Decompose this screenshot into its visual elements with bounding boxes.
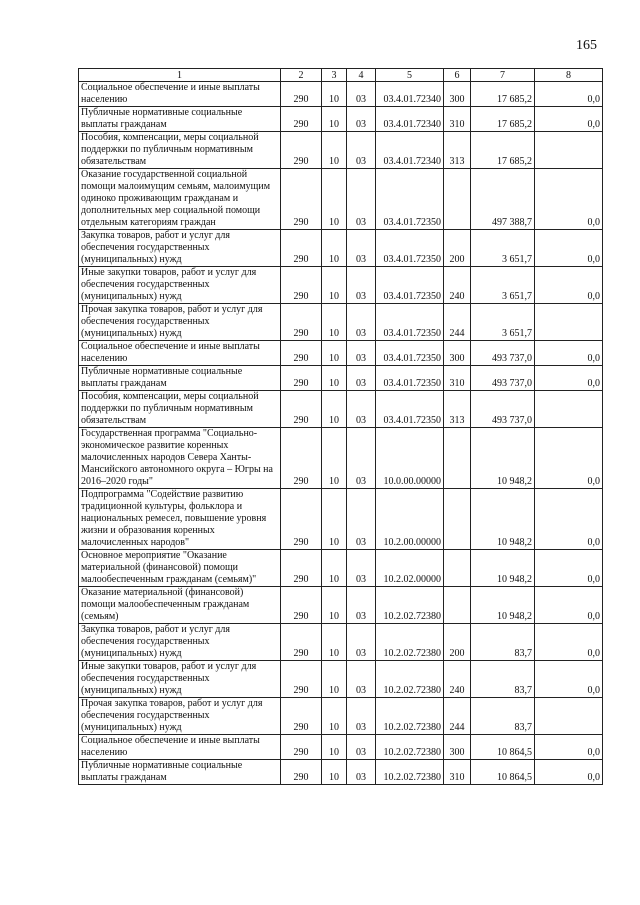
ministry-code: 290 [281, 341, 322, 366]
table-row [79, 587, 603, 624]
target-article-code: 10.2.02.00000 [376, 550, 444, 587]
table-row [79, 489, 603, 550]
target-article-code: 10.0.00.00000 [376, 428, 444, 489]
row-name: Публичные нормативные социальные выплаты гражданам [79, 107, 281, 132]
expense-type-code [444, 489, 471, 550]
section-code: 10 [322, 169, 347, 230]
section-code: 10 [322, 304, 347, 341]
expense-type-code: 313 [444, 391, 471, 428]
executed-value: 0,0 [535, 587, 603, 624]
subsection-code: 03 [347, 661, 376, 698]
row-name: Пособия, компенсации, меры социальной поддержки по публичным нормативным обязательствам [79, 132, 281, 169]
ministry-code: 290 [281, 267, 322, 304]
table-row [79, 341, 603, 366]
amount-value: 17 685,2 [471, 107, 535, 132]
ministry-code: 290 [281, 661, 322, 698]
expense-type-code: 310 [444, 107, 471, 132]
ministry-code: 290 [281, 489, 322, 550]
executed-value: 0,0 [535, 82, 603, 107]
ministry-code: 290 [281, 132, 322, 169]
expense-type-code: 240 [444, 661, 471, 698]
row-name: Закупка товаров, работ и услуг для обеспечения государственных (муниципальных) нужд [79, 230, 281, 267]
subsection-code: 03 [347, 169, 376, 230]
expense-type-code [444, 587, 471, 624]
table-row [79, 760, 603, 785]
amount-value: 83,7 [471, 624, 535, 661]
row-name: Закупка товаров, работ и услуг для обеспечения государственных (муниципальных) нужд [79, 624, 281, 661]
table-row [79, 550, 603, 587]
subsection-code: 03 [347, 550, 376, 587]
expense-type-code [444, 428, 471, 489]
ministry-code: 290 [281, 550, 322, 587]
executed-value: 0,0 [535, 230, 603, 267]
column-header: 3 [322, 69, 347, 82]
row-name: Социальное обеспечение и иные выплаты населению [79, 82, 281, 107]
expense-type-code [444, 169, 471, 230]
target-article-code: 10.2.02.72380 [376, 698, 444, 735]
executed-value: 0,0 [535, 107, 603, 132]
section-code: 10 [322, 624, 347, 661]
table-row [79, 107, 603, 132]
amount-value: 83,7 [471, 661, 535, 698]
section-code: 10 [322, 132, 347, 169]
column-header: 7 [471, 69, 535, 82]
table-row [79, 366, 603, 391]
section-code: 10 [322, 698, 347, 735]
target-article-code: 03.4.01.72350 [376, 169, 444, 230]
amount-value: 497 388,7 [471, 169, 535, 230]
target-article-code: 03.4.01.72350 [376, 391, 444, 428]
executed-value: 0,0 [535, 366, 603, 391]
target-article-code: 10.2.02.72380 [376, 760, 444, 785]
section-code: 10 [322, 366, 347, 391]
executed-value [535, 391, 603, 428]
expense-type-code [444, 550, 471, 587]
expense-type-code: 300 [444, 341, 471, 366]
section-code: 10 [322, 550, 347, 587]
amount-value: 17 685,2 [471, 82, 535, 107]
amount-value: 3 651,7 [471, 230, 535, 267]
expense-type-code: 200 [444, 624, 471, 661]
subsection-code: 03 [347, 341, 376, 366]
table-row [79, 230, 603, 267]
subsection-code: 03 [347, 735, 376, 760]
executed-value: 0,0 [535, 661, 603, 698]
subsection-code: 03 [347, 391, 376, 428]
subsection-code: 03 [347, 267, 376, 304]
executed-value: 0,0 [535, 428, 603, 489]
executed-value [535, 132, 603, 169]
target-article-code: 10.2.02.72380 [376, 735, 444, 760]
amount-value: 10 948,2 [471, 550, 535, 587]
ministry-code: 290 [281, 107, 322, 132]
subsection-code: 03 [347, 132, 376, 169]
expense-type-code: 310 [444, 366, 471, 391]
target-article-code: 10.2.02.72380 [376, 661, 444, 698]
row-name: Прочая закупка товаров, работ и услуг для обеспечения государственных (муниципальных) нужд [79, 304, 281, 341]
expense-type-code: 200 [444, 230, 471, 267]
page-number: 165 [576, 38, 597, 53]
subsection-code: 03 [347, 107, 376, 132]
section-code: 10 [322, 267, 347, 304]
section-code: 10 [322, 341, 347, 366]
amount-value: 17 685,2 [471, 132, 535, 169]
target-article-code: 10.2.02.72380 [376, 624, 444, 661]
subsection-code: 03 [347, 489, 376, 550]
section-code: 10 [322, 230, 347, 267]
subsection-code: 03 [347, 587, 376, 624]
row-name: Публичные нормативные социальные выплаты гражданам [79, 760, 281, 785]
amount-value: 10 948,2 [471, 428, 535, 489]
table-row [79, 169, 603, 230]
table-row [79, 428, 603, 489]
expense-type-code: 244 [444, 698, 471, 735]
section-code: 10 [322, 587, 347, 624]
row-name: Подпрограмма "Содействие развитию традиционной культуры, фольклора и национальных ремесел, повышение уровня жизни и образования коренных малочисленных народов" [79, 489, 281, 550]
executed-value: 0,0 [535, 550, 603, 587]
section-code: 10 [322, 82, 347, 107]
amount-value: 493 737,0 [471, 366, 535, 391]
target-article-code: 03.4.01.72350 [376, 366, 444, 391]
executed-value: 0,0 [535, 489, 603, 550]
budget-table [78, 68, 603, 785]
row-name: Пособия, компенсации, меры социальной поддержки по публичным нормативным обязательствам [79, 391, 281, 428]
section-code: 10 [322, 428, 347, 489]
target-article-code: 03.4.01.72340 [376, 107, 444, 132]
row-name: Государственная программа "Социально-экономическое развитие коренных малочисленных народов Севера Ханты-Мансийского автономного округа – Югры на 2016–2020 годы" [79, 428, 281, 489]
row-name: Прочая закупка товаров, работ и услуг для обеспечения государственных (муниципальных) нужд [79, 698, 281, 735]
amount-value: 493 737,0 [471, 341, 535, 366]
amount-value: 10 948,2 [471, 587, 535, 624]
column-header: 8 [535, 69, 603, 82]
target-article-code: 03.4.01.72350 [376, 304, 444, 341]
target-article-code: 03.4.01.72340 [376, 132, 444, 169]
executed-value: 0,0 [535, 169, 603, 230]
ministry-code: 290 [281, 366, 322, 391]
section-code: 10 [322, 760, 347, 785]
ministry-code: 290 [281, 760, 322, 785]
target-article-code: 03.4.01.72350 [376, 267, 444, 304]
ministry-code: 290 [281, 304, 322, 341]
row-name: Иные закупки товаров, работ и услуг для обеспечения государственных (муниципальных) нужд [79, 661, 281, 698]
section-code: 10 [322, 107, 347, 132]
column-header: 2 [281, 69, 322, 82]
subsection-code: 03 [347, 624, 376, 661]
expense-type-code: 310 [444, 760, 471, 785]
column-header: 4 [347, 69, 376, 82]
executed-value: 0,0 [535, 735, 603, 760]
amount-value: 10 948,2 [471, 489, 535, 550]
ministry-code: 290 [281, 230, 322, 267]
section-code: 10 [322, 735, 347, 760]
amount-value: 83,7 [471, 698, 535, 735]
subsection-code: 03 [347, 366, 376, 391]
column-header: 5 [376, 69, 444, 82]
subsection-code: 03 [347, 698, 376, 735]
column-header: 6 [444, 69, 471, 82]
ministry-code: 290 [281, 82, 322, 107]
subsection-code: 03 [347, 304, 376, 341]
target-article-code: 03.4.01.72340 [376, 82, 444, 107]
amount-value: 3 651,7 [471, 267, 535, 304]
executed-value: 0,0 [535, 624, 603, 661]
ministry-code: 290 [281, 428, 322, 489]
target-article-code: 10.2.02.72380 [376, 587, 444, 624]
row-name: Основное мероприятие "Оказание материальной (финансовой) помощи малообеспеченным гражданам (семьям)" [79, 550, 281, 587]
amount-value: 493 737,0 [471, 391, 535, 428]
expense-type-code: 244 [444, 304, 471, 341]
ministry-code: 290 [281, 624, 322, 661]
row-name: Оказание государственной социальной помощи малоимущим семьям, малоимущим одиноко проживающим гражданам и дополнительных мер социальной помощи отдельным категориям граждан [79, 169, 281, 230]
executed-value: 0,0 [535, 267, 603, 304]
subsection-code: 03 [347, 760, 376, 785]
table-row [79, 304, 603, 341]
expense-type-code: 313 [444, 132, 471, 169]
expense-type-code: 240 [444, 267, 471, 304]
table-row [79, 661, 603, 698]
expense-type-code: 300 [444, 735, 471, 760]
ministry-code: 290 [281, 587, 322, 624]
table-row [79, 267, 603, 304]
table-row [79, 82, 603, 107]
amount-value: 3 651,7 [471, 304, 535, 341]
subsection-code: 03 [347, 82, 376, 107]
table-row [79, 391, 603, 428]
executed-value [535, 698, 603, 735]
subsection-code: 03 [347, 428, 376, 489]
target-article-code: 03.4.01.72350 [376, 341, 444, 366]
table-header-row [79, 69, 603, 82]
target-article-code: 10.2.00.00000 [376, 489, 444, 550]
amount-value: 10 864,5 [471, 760, 535, 785]
table-row [79, 698, 603, 735]
row-name: Социальное обеспечение и иные выплаты населению [79, 341, 281, 366]
target-article-code: 03.4.01.72350 [376, 230, 444, 267]
ministry-code: 290 [281, 391, 322, 428]
row-name: Оказание материальной (финансовой) помощи малообеспеченным гражданам (семьям) [79, 587, 281, 624]
row-name: Публичные нормативные социальные выплаты гражданам [79, 366, 281, 391]
section-code: 10 [322, 391, 347, 428]
expense-type-code: 300 [444, 82, 471, 107]
executed-value [535, 304, 603, 341]
table-row [79, 132, 603, 169]
row-name: Социальное обеспечение и иные выплаты населению [79, 735, 281, 760]
executed-value: 0,0 [535, 760, 603, 785]
table-row [79, 735, 603, 760]
section-code: 10 [322, 661, 347, 698]
executed-value: 0,0 [535, 341, 603, 366]
ministry-code: 290 [281, 698, 322, 735]
ministry-code: 290 [281, 169, 322, 230]
table-body [79, 82, 603, 785]
column-header: 1 [79, 69, 281, 82]
section-code: 10 [322, 489, 347, 550]
ministry-code: 290 [281, 735, 322, 760]
table-row [79, 624, 603, 661]
subsection-code: 03 [347, 230, 376, 267]
amount-value: 10 864,5 [471, 735, 535, 760]
row-name: Иные закупки товаров, работ и услуг для обеспечения государственных (муниципальных) нужд [79, 267, 281, 304]
